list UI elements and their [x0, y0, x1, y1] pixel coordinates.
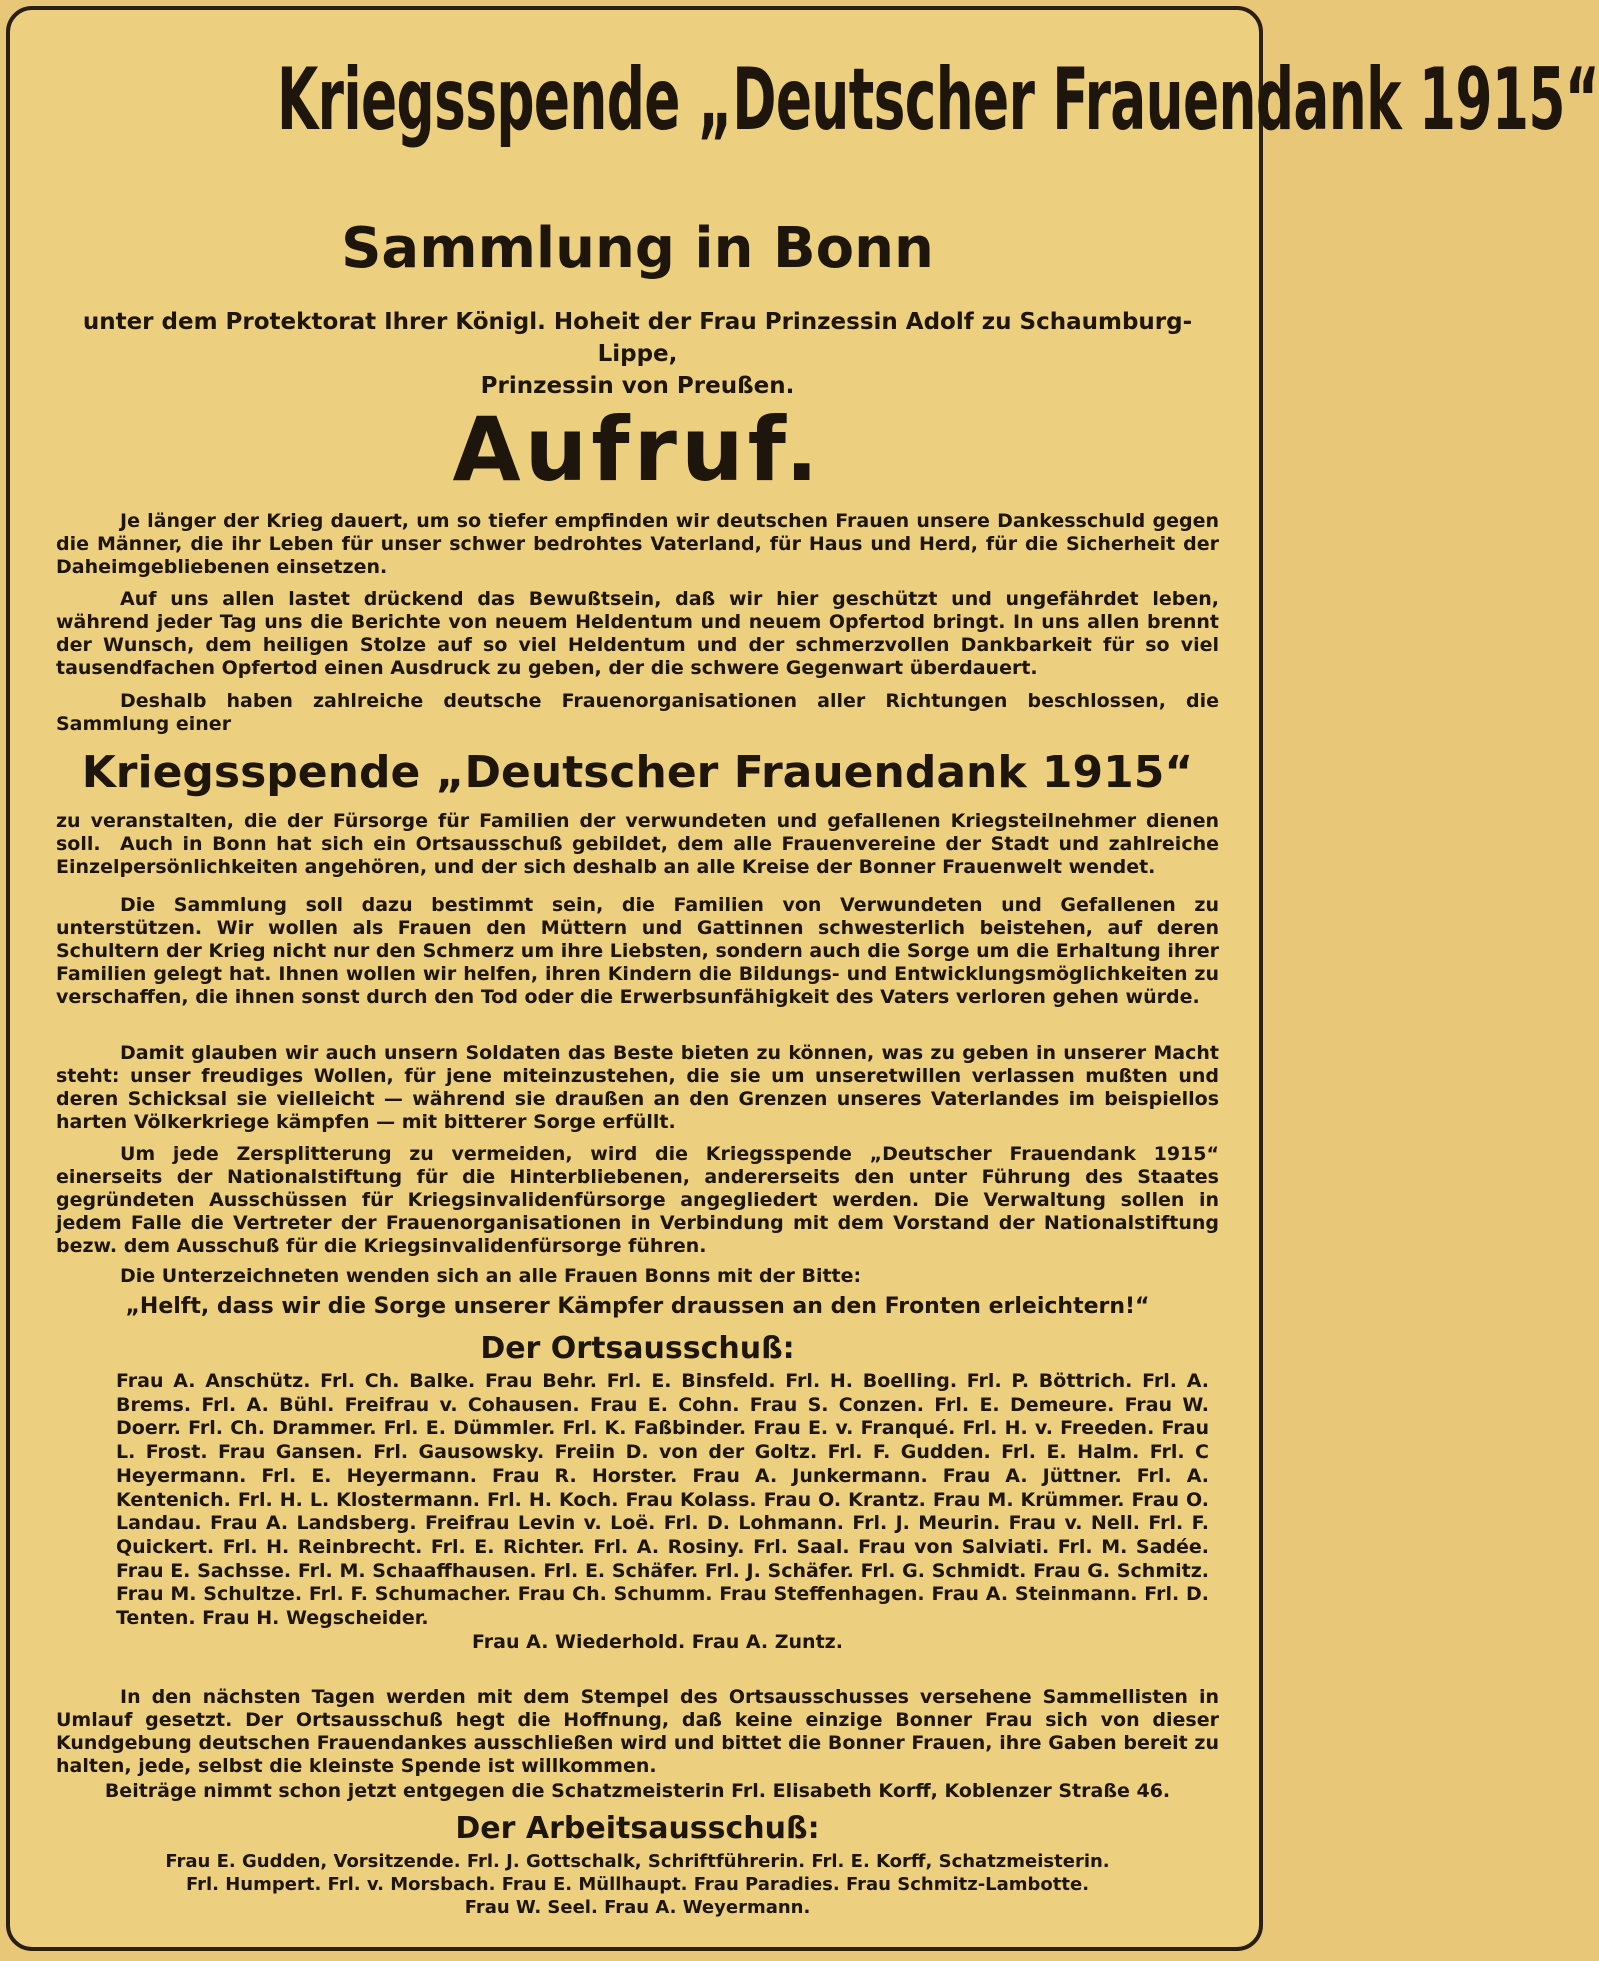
paragraph-text: Um jede Zersplitterung zu vermeiden, wird die Kriegsspende „Deutscher Frauendank 1915“ einerseits der Nationalstiftung für die Hinterbliebenen, andererseits den unter Führung des Staates gegründeten Ausschüssen für Kriegsinvalidenfürsorge angegliedert werden. Die Verwaltung sollen in jedem Falle die Vertreter der Frauenorganisationen in Verbindung mit dem Vorstand der Nationalstiftung bezw. dem Ausschuß für die Kriegsinvalidenfürsorge führen. — [56, 1143, 1219, 1257]
contributions-line — [56, 1780, 1219, 1803]
paragraph-text: Die Unterzeichneten wenden sich an alle Frauen Bonns mit der Bitte: — [120, 1265, 862, 1287]
paragraph-text: Damit glauben wir auch unsern Soldaten das Beste bieten zu können, was zu geben in unserer Macht steht: unser freudiges Wollen, für jene miteinzustehen, die sie um unseretwillen verlassen mußten und deren Schicksal sie vielleicht — während sie draußen an den Grenzen unseres Vaterlandes im beispiellos harten Völkerkriege kämpfen — mit bitterer Sorge erfüllt. — [56, 1042, 1219, 1133]
work-committee-line-3: Frau W. Seel. Frau A. Weyermann. — [464, 1897, 811, 1918]
members-last-line: Frau A. Wiederhold. Frau A. Zuntz. — [472, 1630, 843, 1653]
protectorate-note — [56, 306, 1219, 402]
protectorate-line-1: unter dem Protektorat Ihrer Königl. Hoheit der Frau Prinzessin Adolf zu Schaumburg-Lippe, — [82, 309, 1193, 367]
paragraph-text: Die Sammlung soll dazu bestimmt sein, die Familien von Verwundeten und Gefallenen zu unterstützen. Wir wollen als Frauen den Müttern und Gattinnen schwesterlich beistehen, auf deren Schultern der Krieg nicht nur den Schmerz um ihre Liebsten, sondern auch die Sorge um die Erhaltung ihrer Familien gelegt hat. Ihnen wollen wir helfen, ihren Kindern die Bildungs- und Entwicklungsmöglichkeiten zu verschaffen, die ihnen sonst durch den Tod oder die Erwerbsunfähigkeit des Vaters verloren gehen würde. — [56, 894, 1219, 1008]
paragraph — [56, 894, 1219, 1009]
subtitle: Sammlung in Bonn — [341, 216, 934, 281]
paragraph-text: Deshalb haben zahlreiche deutsche Frauenorganisationen aller Richtungen beschlossen, die Sammlung einer — [56, 690, 1219, 735]
paragraph-text: zu veranstalten, die der Fürsorge für Familien der verwundeten und gefallenen Kriegsteilnehmer dienen soll. — [56, 810, 1219, 855]
paragraph-text: In den nächsten Tagen werden mit dem Stempel des Ortsausschusses versehene Sammellisten in Umlauf gesetzt. Der Ortsausschuß hegt die Hoffnung, daß keine einzige Bonner Frau sich von dieser Kundgebung deutschen Frauendankes ausschließen wird und bittet die Bonner Frauen, ihre Gaben bereit zu halten, jede, selbst die kleinste Spende ist willkommen. — [56, 1686, 1219, 1777]
slogan: „Helft, dass wir die Sorge unserer Kämpfer draussen an den Fronten erleichtern!“ — [125, 1294, 1150, 1319]
main-title: Kriegsspende „Deutscher Frauendank 1915“ — [276, 50, 1599, 150]
paragraph-text: Auch in Bonn hat sich ein Ortsausschuß gebildet, dem alle Frauenvereine der Stadt und zahlreiche Einzelpersönlichkeiten angehören, und der sich deshalb an alle Kreise der Bonner Frauenwelt wendet. — [56, 833, 1219, 878]
paragraph — [56, 690, 1219, 736]
paragraph — [56, 510, 1219, 579]
local-committee-members — [116, 1370, 1209, 1654]
paragraph — [56, 588, 1219, 680]
paragraph — [56, 1042, 1219, 1134]
local-committee-heading: Der Ortsausschuß: — [480, 1331, 795, 1366]
closing-paragraph — [56, 1686, 1219, 1778]
work-committee-line-1: Frau E. Gudden, Vorsitzende. Frl. J. Gottschalk, Schriftführerin. Frl. E. Korff, Schatzmeisterin. — [165, 1851, 1110, 1872]
paragraph — [56, 1265, 1219, 1288]
paragraph-text: Auf uns allen lastet drückend das Bewußtsein, daß wir hier geschützt und ungefährdet leben, während jeder Tag uns die Berichte von neuem Heldentum und neuem Opfertod bringt. In uns allen brennt der Wunsch, dem heiligen Stolze auf so viel Heldentum und der schmerzvollen Dankbarkeit für so viel tausendfachen Opfertod einen Ausdruck zu geben, der die schwere Gegenwart überdauert. — [56, 588, 1219, 679]
work-committee-line-2: Frl. Humpert. Frl. v. Morsbach. Frau E. Müllhaupt. Frau Paradies. Frau Schmitz-Lambotte. — [185, 1874, 1090, 1895]
work-committee-heading: Der Arbeitsausschuß: — [455, 1811, 820, 1846]
members-text: Frau A. Anschütz. Frl. Ch. Balke. Frau Behr. Frl. E. Binsfeld. Frl. H. Boelling. Frl. P. Böttrich. Frl. A. Brems. Frl. A. Bühl. Freifrau v. Cohausen. Frau E. Cohn. Frau S. Conzen. Frl. E. Demeure. Frau W. Doerr. Frl. Ch. Drammer. Frl. E. Dümmler. Frl. K. Faßbinder. Frau E. v. Franqué. Frl. H. v. Freeden. Frau L. Frost. Frau Gansen. Frl. Gausowsky. Freiin D. von der Goltz. Frl. F. Gudden. Frl. E. Halm. Frl. C Heyermann. Frl. E. Heyermann. Frau R. Horster. Frau A. Junkermann. Frau A. Jüttner. Frl. A. Kentenich. Frl. H. L. Klostermann. Frl. H. Koch. Frau Kolass. Frau O. Krantz. Frau M. Krümmer. Frau O. Landau. Frau A. Landsberg. Freifrau Levin v. Loë. Frl. D. Lohmann. Frl. J. Meurin. Frau v. Nell. Frl. F. Quickert. Frl. H. Reinbrecht. Frl. E. Richter. Frl. A. Rosiny. Frl. Saal. Frau von Salviati. Frl. M. Sadée. Frau E. Sachsse. Frl. M. Schaaffhausen. Frl. E. Schäfer. Frl. J. Schäfer. Frl. G. Schmidt. Frau G. Schmitz. Frau M. Schultze. Frl. F. Schumacher. Frau Ch. Schumm. Frau Steffenhagen. Frau A. Steinmann. Frl. D. Tenten. Frau H. Wegscheider. — [116, 1370, 1209, 1630]
call-heading: Aufruf. — [452, 398, 823, 501]
paragraph-text: Je länger der Krieg dauert, um so tiefer empfinden wir deutschen Frauen unsere Dankesschuld gegen die Männer, die ihr Leben für unser schwer bedrohtes Vaterland, für Haus und Herd, für die Sicherheit der Daheimgebliebenen einsetzen. — [56, 510, 1219, 578]
campaign-title: Kriegsspende „Deutscher Frauendank 1915“ — [81, 747, 1194, 798]
work-committee-members — [56, 1850, 1219, 1919]
paragraph — [56, 833, 1219, 879]
notice-frame — [6, 6, 1599, 1951]
paragraph — [56, 1143, 1219, 1258]
paragraph-text: Beiträge nimmt schon jetzt entgegen die Schatzmeisterin Frl. Elisabeth Korff, Koblenzer Straße 46. — [104, 1780, 1171, 1802]
protectorate-line-2: Prinzessin von Preußen. — [480, 373, 795, 399]
